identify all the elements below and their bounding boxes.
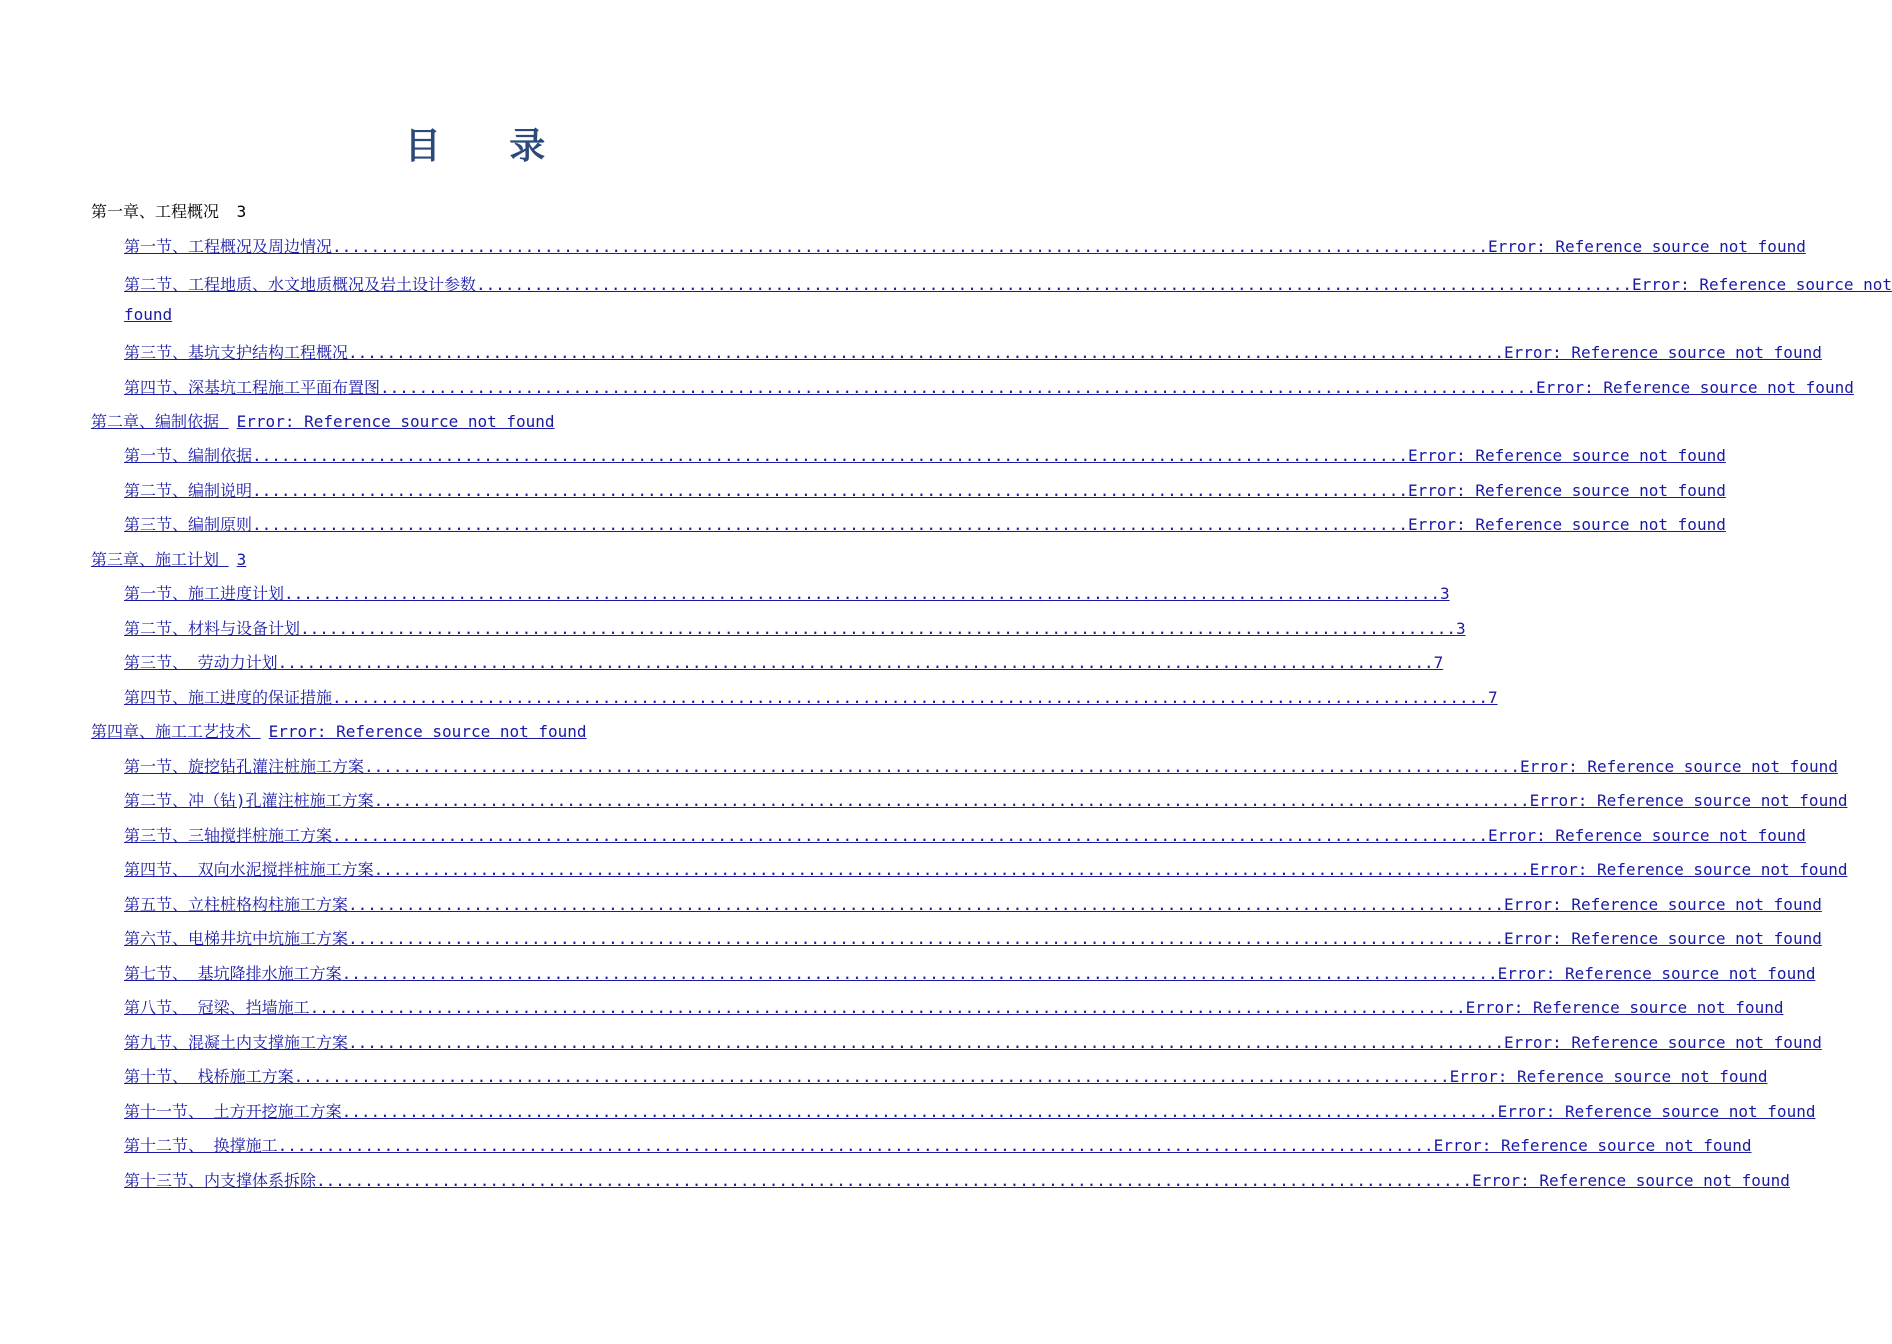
toc-section-link[interactable] (124, 995, 1784, 1021)
toc-section-page: Error: Reference source not found (1449, 1067, 1768, 1086)
toc-section-label: 第九节、混凝土内支撑施工方案 (124, 1033, 349, 1052)
toc-section-page: Error: Reference source not found (1487, 826, 1806, 845)
dot-leader: ........................................................................................................................ (348, 1033, 1504, 1052)
toc-section-link[interactable] (124, 650, 1444, 676)
toc-chapter-page: Error: Reference source not found (236, 412, 555, 431)
toc-chapter-page: Error: Reference source not found (268, 722, 587, 741)
toc-section-label: 第三节、基坑支护结构工程概况 (124, 343, 349, 362)
dot-leader: ........................................................................................................................ (341, 964, 1498, 983)
toc-section-link[interactable] (124, 1064, 1768, 1090)
toc-section-link[interactable] (124, 1168, 1790, 1194)
dot-leader: ........................................................................................................................ (252, 481, 1408, 500)
toc-section-label: 第十节、 栈桥施工方案 (124, 1067, 294, 1086)
toc-section-link[interactable] (124, 685, 1498, 711)
toc-section-label: 第四节、 双向水泥搅拌桩施工方案 (124, 860, 374, 879)
toc-chapter-page: 3 (236, 202, 247, 221)
toc-section-link[interactable] (124, 1030, 1822, 1056)
toc-section-page: Error: Reference source not found (1503, 343, 1822, 362)
toc-section-link[interactable] (124, 234, 1806, 260)
toc-section-label: 第八节、 冠梁、挡墙施工 (124, 998, 310, 1017)
toc-section-page: Error: Reference source not found (1519, 757, 1838, 776)
toc-section-page: Error: Reference source not found (1529, 860, 1848, 879)
toc-chapter[interactable] (91, 409, 555, 435)
toc-section-link[interactable] (124, 788, 1848, 814)
toc-section-label: 第五节、立柱桩格构柱施工方案 (124, 895, 349, 914)
toc-section-link[interactable] (124, 340, 1822, 366)
toc-section-link[interactable] (124, 1099, 1816, 1125)
toc-section-link[interactable] (124, 926, 1822, 952)
dot-leader: ........................................................................................................................ (284, 584, 1440, 603)
toc-section-label: 第六节、电梯井坑中坑施工方案 (124, 929, 349, 948)
toc-section-link[interactable] (124, 823, 1806, 849)
toc-section-page: Error: Reference source not found (1407, 446, 1726, 465)
dot-leader: ........................................................................................................................ (293, 1067, 1450, 1086)
toc-chapter[interactable] (91, 719, 587, 745)
toc-section-label: 第二节、编制说明 (124, 481, 253, 500)
toc-section-page: Error: Reference source not found (1465, 998, 1784, 1017)
dot-leader: ........................................................................................................................ (348, 929, 1504, 948)
toc-section-page: Error: Reference source not found (1487, 237, 1806, 256)
toc-section-link[interactable] (124, 961, 1816, 987)
dot-leader: ........................................................................................................................ (332, 826, 1488, 845)
toc-section-page: Error: Reference source not found (1529, 791, 1848, 810)
dot-leader: ........................................................................................................................ (277, 1136, 1434, 1155)
toc-section-link[interactable] (124, 857, 1848, 883)
toc-section-label: 第二节、材料与设备计划 (124, 619, 301, 638)
toc-section-link[interactable] (124, 581, 1450, 607)
toc-section-page: 7 (1487, 688, 1498, 707)
dot-leader: ........................................................................................................................ (300, 619, 1456, 638)
toc-section-page: Error: Reference source not found (1407, 515, 1726, 534)
toc-section-link[interactable] (124, 892, 1822, 918)
toc-section-label: 第二节、冲（钻)孔灌注桩施工方案 (124, 791, 374, 810)
toc-section-label: 第一节、施工进度计划 (124, 584, 285, 603)
toc-section-label: 第十一节、 土方开挖施工方案 (124, 1102, 342, 1121)
toc-section-link[interactable] (124, 1133, 1752, 1159)
toc-section-page-continued: found (124, 305, 173, 324)
toc-section-label: 第一节、编制依据 (124, 446, 253, 465)
toc-section-page: Error: Reference source not found (1471, 1171, 1790, 1190)
toc-section-link[interactable] (124, 616, 1466, 642)
dot-leader: ........................................................................................................................ (332, 237, 1488, 256)
dot-leader: ........................................................................................................................ (364, 757, 1520, 776)
toc-section-page: Error: Reference source not found (1497, 964, 1816, 983)
toc-section-page: Error: Reference source not found (1535, 378, 1854, 397)
toc-section-page: 3 (1455, 619, 1466, 638)
dot-leader: ........................................................................................................................ (332, 688, 1488, 707)
toc-section-link[interactable] (124, 754, 1838, 780)
toc-section-label: 第二节、工程地质、水文地质概况及岩土设计参数 (124, 275, 477, 294)
dot-leader: ........................................................................................................................ (341, 1102, 1498, 1121)
dot-leader: ........................................................................................................................ (252, 446, 1408, 465)
toc-section-label: 第三节、编制原则 (124, 515, 253, 534)
toc-section-page: Error: Reference source not (1631, 275, 1892, 294)
toc-section-label: 第一节、工程概况及周边情况 (124, 237, 333, 256)
toc-section-link[interactable] (124, 443, 1726, 469)
toc-section-page: Error: Reference source not found (1433, 1136, 1752, 1155)
dot-leader: ........................................................................................................................ (348, 343, 1504, 362)
toc-chapter-label: 第一章、工程概况 (91, 202, 220, 221)
toc-section-label: 第一节、旋挖钻孔灌注桩施工方案 (124, 757, 365, 776)
toc-section-label: 第十二节、 换撑施工 (124, 1136, 278, 1155)
dot-leader: ........................................................................................................................ (373, 791, 1530, 810)
toc-section-link[interactable] (124, 512, 1726, 538)
toc-section-page: Error: Reference source not found (1503, 929, 1822, 948)
toc-section-page: Error: Reference source not found (1503, 1033, 1822, 1052)
dot-leader: ........................................................................................................................ (348, 895, 1504, 914)
toc-section-page: 7 (1433, 653, 1444, 672)
toc-section-label: 第三节、 劳动力计划 (124, 653, 278, 672)
toc-section-page: Error: Reference source not found (1407, 481, 1726, 500)
toc-chapter-label: 第二章、编制依据 (91, 412, 220, 431)
toc-section-link[interactable] (124, 268, 1892, 330)
toc-section-label: 第四节、施工进度的保证措施 (124, 688, 333, 707)
toc-section-label: 第十三节、内支撑体系拆除 (124, 1171, 317, 1190)
page-title: 目 录 (404, 126, 574, 167)
dot-leader: ........................................................................................................................ (309, 998, 1466, 1017)
toc-section-page: Error: Reference source not found (1503, 895, 1822, 914)
toc-chapter (91, 199, 246, 225)
dot-leader: ........................................................................................................................ (380, 378, 1536, 397)
toc-chapter-label: 第三章、施工计划 (91, 550, 220, 569)
toc-section-page: 3 (1439, 584, 1450, 603)
toc-section-link[interactable] (124, 375, 1854, 401)
toc-section-link[interactable] (124, 478, 1726, 504)
toc-chapter[interactable] (91, 547, 246, 573)
dot-leader: ........................................................................................................................ (252, 515, 1408, 534)
dot-leader: ........................................................................................................................ (316, 1171, 1472, 1190)
dot-leader: ........................................................................................................................ (476, 275, 1632, 294)
dot-leader: ........................................................................................................................ (277, 653, 1434, 672)
toc-section-page: Error: Reference source not found (1497, 1102, 1816, 1121)
toc-chapter-label: 第四章、施工工艺技术 (91, 722, 252, 741)
toc-section-label: 第七节、 基坑降排水施工方案 (124, 964, 342, 983)
dot-leader: ........................................................................................................................ (373, 860, 1530, 879)
toc-chapter-page: 3 (236, 550, 247, 569)
toc-section-label: 第三节、三轴搅拌桩施工方案 (124, 826, 333, 845)
toc-section-label: 第四节、深基坑工程施工平面布置图 (124, 378, 381, 397)
